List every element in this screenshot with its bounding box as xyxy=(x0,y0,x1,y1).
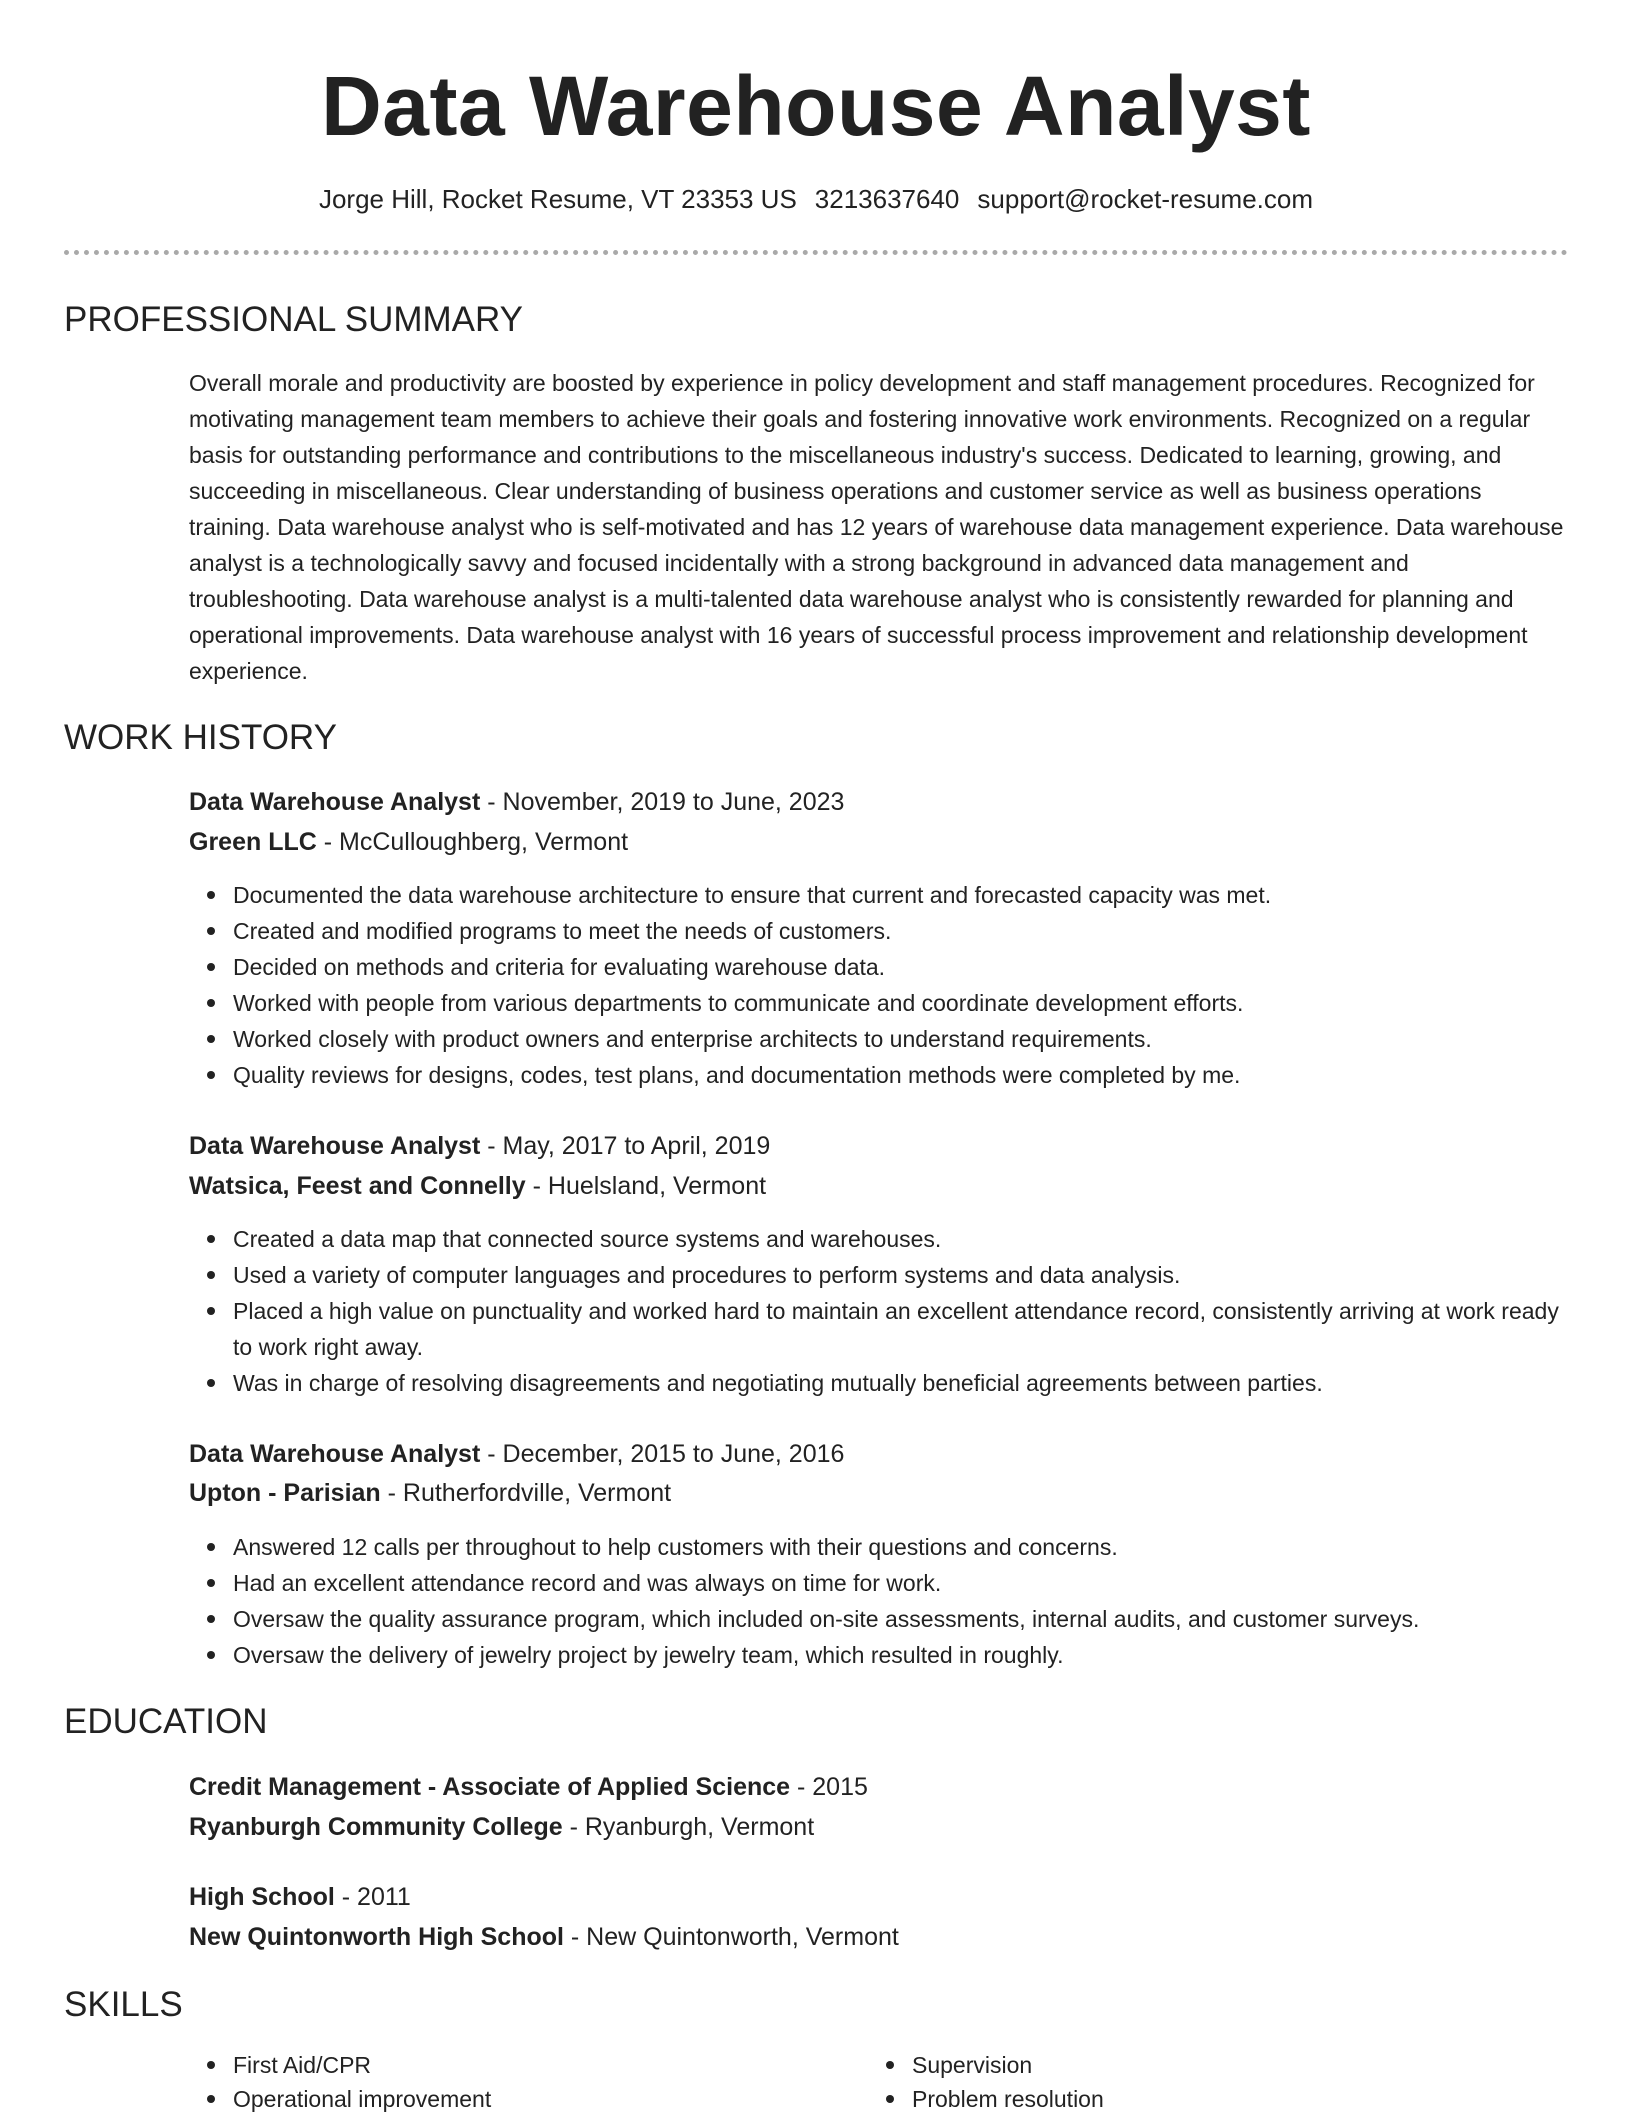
education-location: - Ryanburgh, Vermont xyxy=(562,1813,815,1841)
job-location: - McCulloughberg, Vermont xyxy=(316,828,629,856)
contact-email: support@rocket-resume.com xyxy=(977,184,1314,214)
job-company: Upton - Parisian xyxy=(189,1479,381,1507)
job-company: Watsica, Feest and Connelly xyxy=(189,1172,526,1200)
job-bullet: Answered 12 calls per throughout to help customers with their questions and concerns. xyxy=(189,1529,1569,1565)
job-location: - Huelsland, Vermont xyxy=(525,1172,767,1200)
education-degree-line xyxy=(189,1880,411,1914)
job-dates: - December, 2015 to June, 2016 xyxy=(480,1440,845,1468)
skill-item: Operational improvement xyxy=(189,2082,869,2116)
job-dates: - November, 2019 to June, 2023 xyxy=(480,788,845,816)
education-degree: High School xyxy=(189,1883,335,1911)
job-bullet: Oversaw the delivery of jewelry project by jewelry team, which resulted in roughly. xyxy=(189,1637,1569,1673)
resume-title: Data Warehouse Analyst xyxy=(321,59,1311,153)
job-bullet: Documented the data warehouse architecture to ensure that current and forecasted capacity was met. xyxy=(189,877,1569,913)
job-title: Data Warehouse Analyst xyxy=(189,788,481,816)
education-school: New Quintonworth High School xyxy=(189,1923,564,1951)
job-bullet: Worked with people from various departments to communicate and coordinate development efforts. xyxy=(189,985,1569,1021)
job-bullet: Quality reviews for designs, codes, test plans, and documentation methods were completed by me. xyxy=(189,1057,1569,1093)
job-company-line xyxy=(189,1476,671,1510)
skill-item: Supervision xyxy=(868,2048,1548,2082)
education-location: - New Quintonworth, Vermont xyxy=(563,1923,899,1951)
skills-heading: SKILLS xyxy=(64,1985,183,2024)
skill-item: Problem resolution xyxy=(868,2082,1548,2116)
education-school-line xyxy=(189,1920,899,1954)
skills-list-right xyxy=(868,2048,1548,2116)
job-bullet-list xyxy=(189,1529,1569,1673)
job-bullet: Created a data map that connected source systems and warehouses. xyxy=(189,1221,1569,1257)
work-history-heading: WORK HISTORY xyxy=(64,718,337,757)
job-title: Data Warehouse Analyst xyxy=(189,1132,481,1160)
skill-item: First Aid/CPR xyxy=(189,2048,869,2082)
job-bullet: Created and modified programs to meet the needs of customers. xyxy=(189,913,1569,949)
summary-text: Overall morale and productivity are boosted by experience in policy development and staff management procedures. Recognized for motivating management team members to achieve their goals and fostering innovative work environments. Recognized on a regular basis for outstanding performance and contributions to the miscellaneous industry's success. Dedicated to learning, growing, and succeeding in miscellaneous. Clear understanding of business operations and customer service as well as business operations training. Data warehouse analyst who is self-motivated and has 12 years of warehouse data management experience. Data warehouse analyst is a technologically savvy and focused incidentally with a strong background in advanced data management and troubleshooting. Data warehouse analyst is a multi-talented data warehouse analyst who is consistently rewarded for planning and operational improvements. Data warehouse analyst with 16 years of successful process improvement and relationship development experience. xyxy=(189,370,1564,684)
education-degree-line xyxy=(189,1770,868,1804)
job-title-line xyxy=(189,1129,770,1163)
job-bullet: Was in charge of resolving disagreements and negotiating mutually beneficial agreements between parties. xyxy=(189,1365,1569,1401)
contact-phone: 3213637640 xyxy=(814,184,960,214)
job-bullet: Worked closely with product owners and enterprise architects to understand requirements. xyxy=(189,1021,1569,1057)
education-heading: EDUCATION xyxy=(64,1702,268,1741)
education-degree: Credit Management - Associate of Applied Science xyxy=(189,1773,791,1801)
education-school: Ryanburgh Community College xyxy=(189,1813,563,1841)
contact-line xyxy=(0,182,1632,216)
education-school-line xyxy=(189,1810,814,1844)
job-bullet: Had an excellent attendance record and was always on time for work. xyxy=(189,1565,1569,1601)
job-company-line xyxy=(189,825,628,859)
header-divider xyxy=(64,250,1568,255)
job-bullet-list xyxy=(189,877,1569,1093)
job-bullet: Decided on methods and criteria for evaluating warehouse data. xyxy=(189,949,1569,985)
job-bullet-list xyxy=(189,1221,1569,1401)
education-year: - 2015 xyxy=(790,1773,868,1801)
job-bullet: Used a variety of computer languages and procedures to perform systems and data analysis. xyxy=(189,1257,1569,1293)
job-location: - Rutherfordville, Vermont xyxy=(380,1479,672,1507)
contact-address: Jorge Hill, Rocket Resume, VT 23353 US xyxy=(318,184,797,214)
job-company-line xyxy=(189,1169,766,1203)
summary-heading: PROFESSIONAL SUMMARY xyxy=(64,300,523,339)
job-title-line xyxy=(189,1437,844,1471)
job-bullet: Placed a high value on punctuality and worked hard to maintain an excellent attendance record, consistently arriving at work ready to work right away. xyxy=(189,1293,1569,1365)
job-company: Green LLC xyxy=(189,828,317,856)
job-bullet: Oversaw the quality assurance program, which included on-site assessments, internal audits, and customer surveys. xyxy=(189,1601,1569,1637)
education-year: - 2011 xyxy=(334,1883,411,1911)
skills-list-left xyxy=(189,2048,869,2116)
job-dates: - May, 2017 to April, 2019 xyxy=(480,1132,771,1160)
job-title-line xyxy=(189,785,844,819)
job-title: Data Warehouse Analyst xyxy=(189,1440,481,1468)
